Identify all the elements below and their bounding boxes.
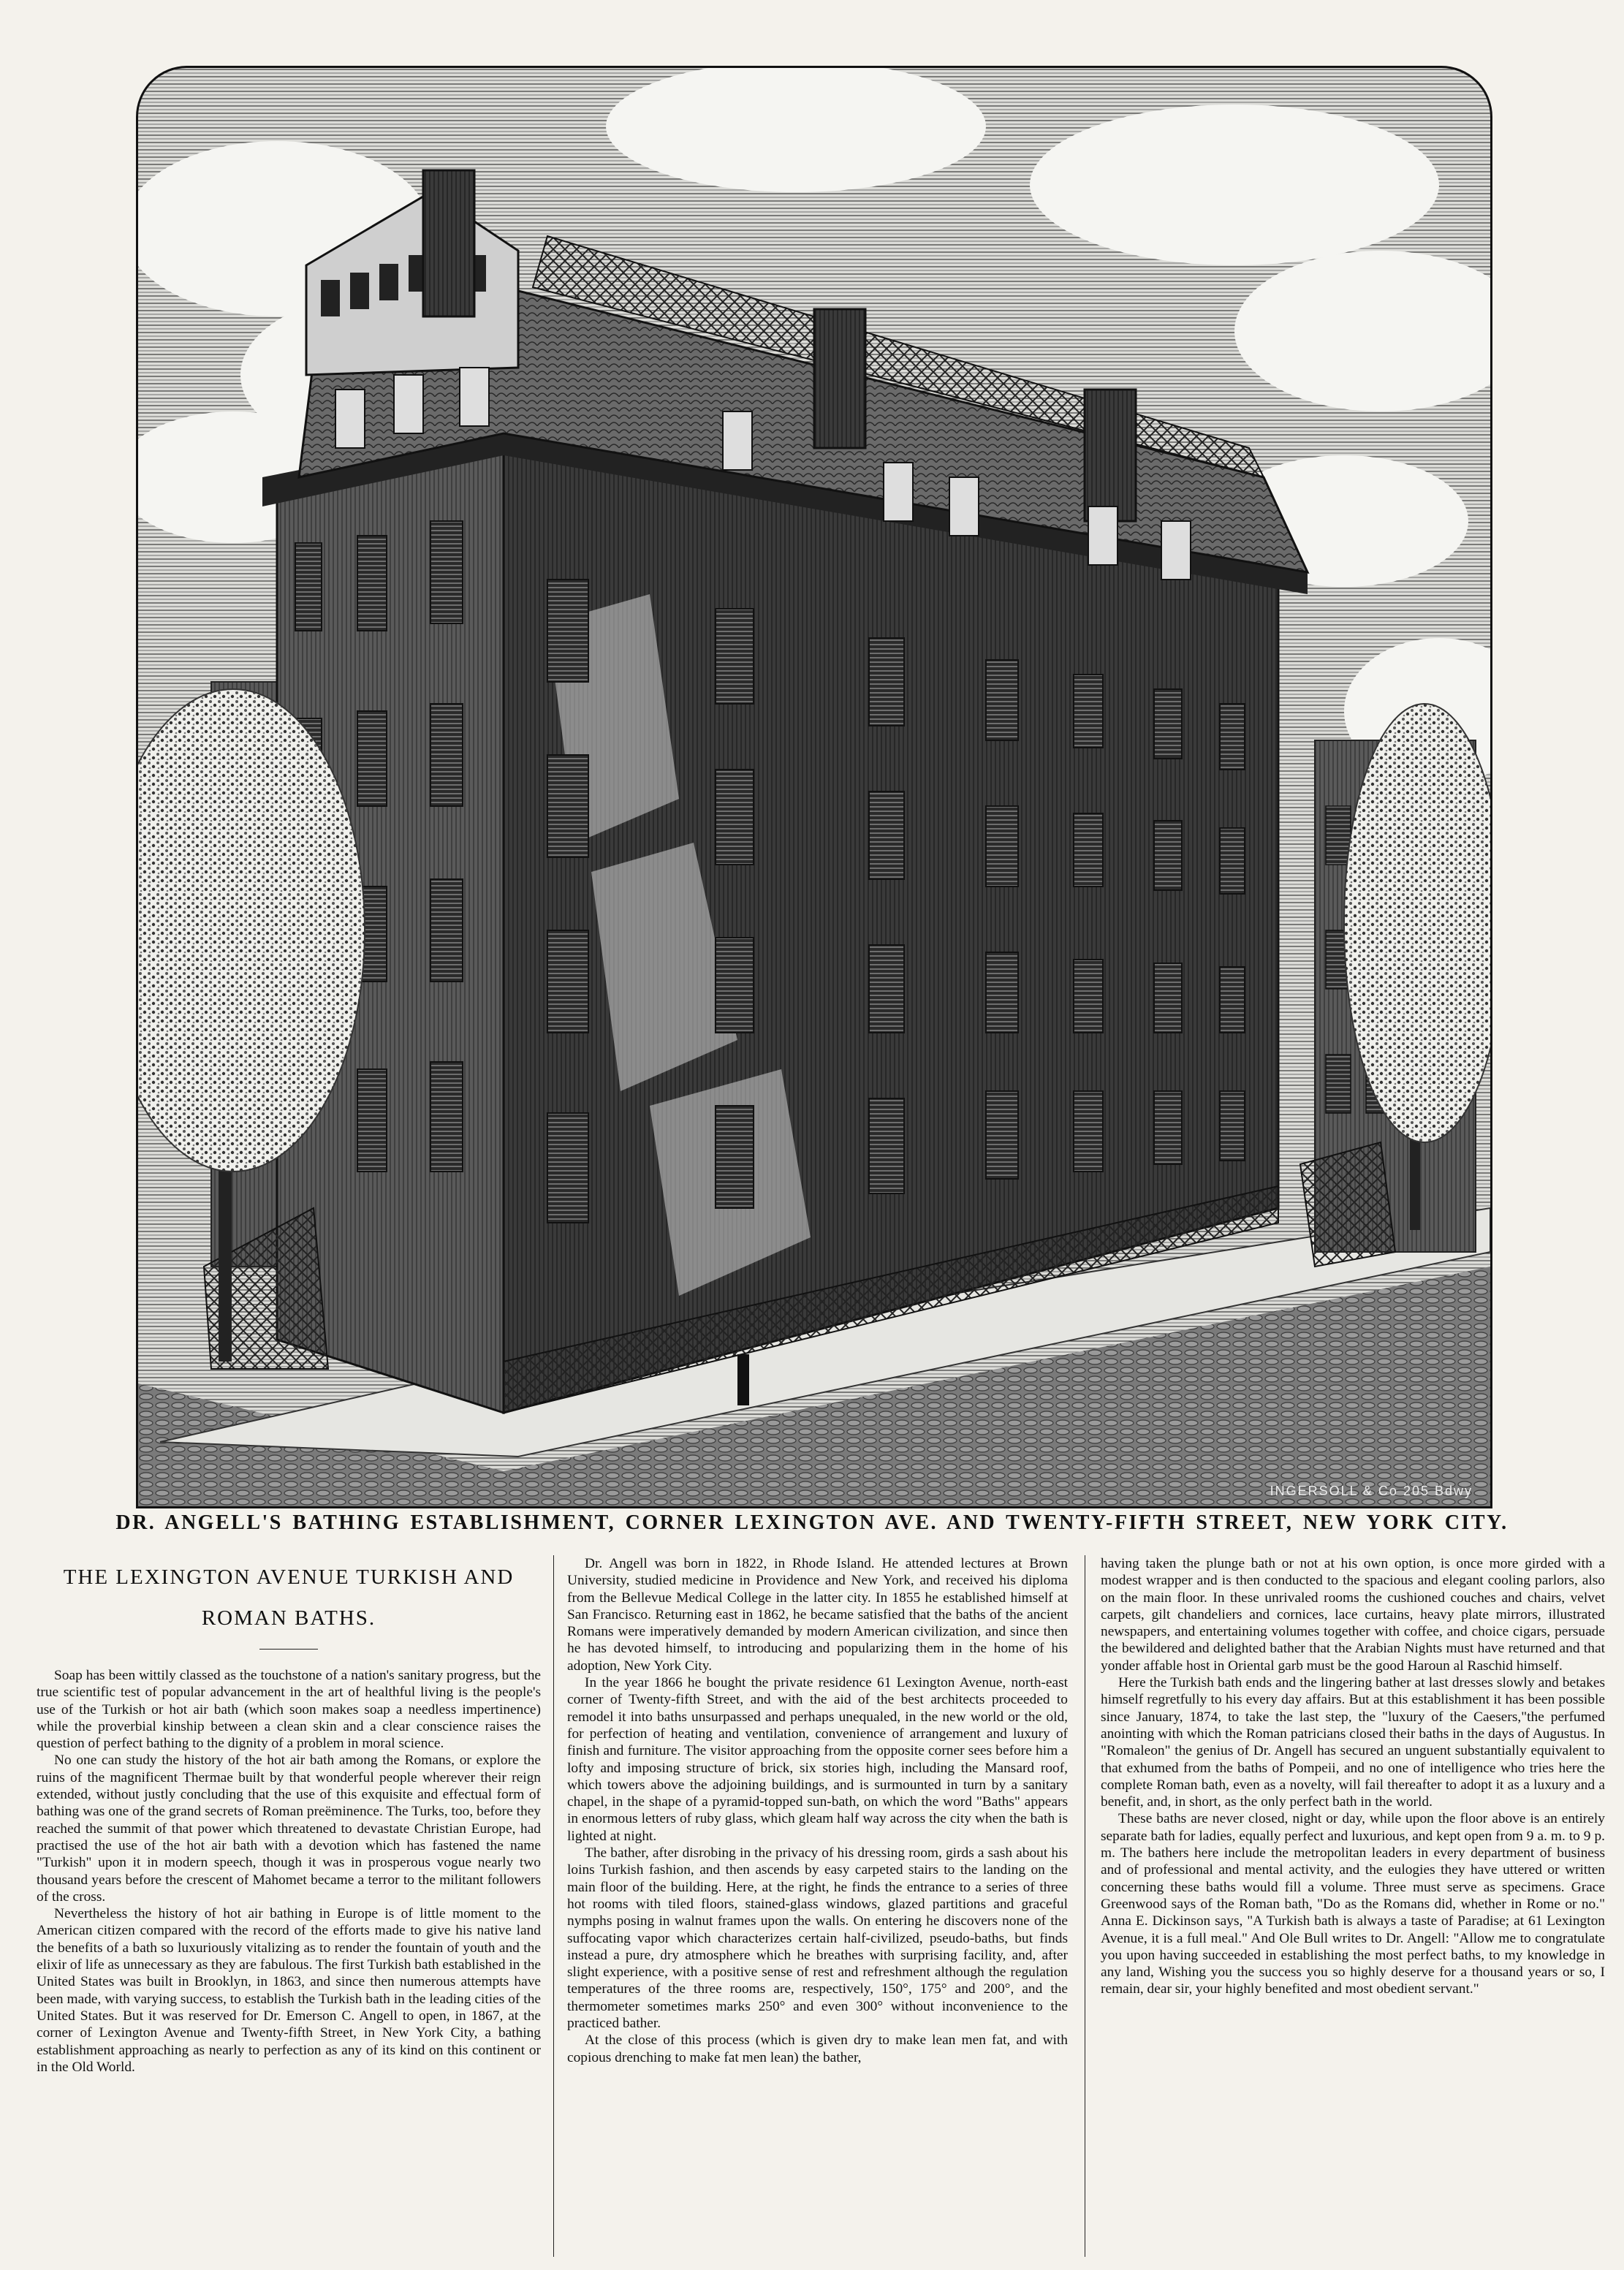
article-title-line-1: THE LEXINGTON AVENUE TURKISH AND [63, 1565, 515, 1589]
engraver-credit: INGERSOLL & Co 205 Bdwy [1270, 1484, 1473, 1498]
building-engraving [136, 66, 1492, 1508]
title-rule [259, 1649, 318, 1650]
article-column-2 [567, 1555, 1068, 2257]
engraving-illustration [138, 68, 1490, 1506]
article-column-1 [37, 1555, 541, 2257]
paragraph: No one can study the history of the hot air bath among the Romans, or explore the ruins of the magnificent Thermae built by that wonderful people wherever their reign extended, without justly concluding that the use of this exquisite and effectual form of bathing was one of the grand secrets of Roman preëminence. The Turks, too, before they reached the summit of that power which threatened to devastate Christian Europe, had practised the use of the hot air bath with a devotion which has fastened the name "Turkish" upon it in modern speech, though it was in prosperous vogue nearly two thousand years before the crescent of Mahomet became a terror to the militant followers of the cross. [37, 1753, 541, 1905]
paragraph: These baths are never closed, night or day, while upon the floor above is an entirely separate bath for ladies, equally perfect and luxurious, and kept open from 9 a. m. to 9 p. m. The bathers here include the metropolitan leaders in every department of business and of professional and mental activity, and the eulogies they have uttered or written concerning these baths would fill a volume. Three must serve as specimens. Grace Greenwood says of the Roman bath, "Do as the Romans did, whether in Rome or no." Anna E. Dickinson says, "A Turkish bath is always a taste of Paradise; at 61 Lexington Avenue, it is a full meal." And Ole Bull writes to Dr. Angell: "Allow me to congratulate you upon having succeeded in establishing the most perfect baths, to my knowledge in any land, Wishing you the success you so highly deserve for a thousand years or so, I remain, dear sir, your highly benefited and most obedient servant." [1101, 1811, 1605, 1997]
paragraph: In the year 1866 he bought the private residence 61 Lexington Avenue, north-east corner of Twenty-fifth Street, and with the aid of the best architects proceeded to remodel it into baths unsurpassed and perhaps unequaled, in the new world or the old, for perfection of heating and ventilation, convenience of arrangement and luxury of finish and furniture. The visitor approaching from the opposite corner sees before him a lofty and imposing structure of brick, six stories high, including the Mansard roof, which towers above the adjoining buildings, and is surmounted in turn by a sanitary chapel, in the shape of a pyramid-topped sun-bath, on which the word "Baths" appears in enormous letters of ruby glass, which gleam half way across the city when the bath is lighted at night. [567, 1675, 1068, 1844]
paragraph: The bather, after disrobing in the privacy of his dressing room, girds a sash about his loins Turkish fashion, and then ascends by easy carpeted stairs to the landing on the main floor of the building. Here, at the right, he finds the entrance to a series of three hot rooms with tiled floors, stained-glass windows, glazed partitions and graceful nymphs posing in walnut frames upon the walls. On entering he discovers none of the suffocating vapor which characterizes certain half-civilized, pseudo-baths, but finds instead a pure, dry atmosphere which he breathes with surprising facility, and, after slight experience, with a positive sense of rest and refreshment although the regulation temperatures of the three rooms are, respectively, 150°, 175° and 200°, and the thermometer sometimes marks 250° and even 300° without inconvenience to the practiced bather. [567, 1845, 1068, 2032]
article-column-3 [1101, 1555, 1605, 2257]
paragraph: Soap has been wittily classed as the touchstone of a nation's sanitary progress, but the true scientific test of popular advancement in the art of healthful living is the people's use of the Turkish or hot air bath (which soon makes soap a needless impertinence) while the proverbial kinship between a clean skin and a clear conscience raises the question of perfect bathing to the dignity of a problem in moral science. [37, 1668, 541, 1752]
paragraph: Nevertheless the history of hot air bathing in Europe is of little moment to the American citizen compared with the record of the efforts made to give his native land the benefits of a bath so luxuriously vitalizing as to render the fountain of youth and the elixir of life as unnecessary as they are fabulous. The first Turkish bath established in the United States was built in Brooklyn, in 1863, and since then numerous attempts have been made, with varying success, to establish the Turkish bath in the leading cities of the United States. But it was reserved for Dr. Emerson C. Angell to open, in 1867, at the corner of Lexington Avenue and Twenty-fifth Street, in New York City, a bathing establishment approaching as nearly to perfection as any of its kind on this continent or in the Old World. [37, 1906, 541, 2075]
paragraph: Dr. Angell was born in 1822, in Rhode Island. He attended lectures at Brown University, studied medicine in Providence and New York, and received his diploma from the Bellevue Medical College in the latter city. In 1855 he established himself at San Francisco. Returning east in 1862, he became satisfied that the baths of the ancient Romans were imperatively demanded by modern American civilization, and since then he has devoted himself, to introducing and popularizing them in the home of his adoption, New York City. [567, 1556, 1068, 1674]
paragraph: At the close of this process (which is given dry to make lean men fat, and with copious drenching to make fat men lean) the bather, [567, 2032, 1068, 2065]
street-post [737, 1354, 749, 1405]
paragraph: having taken the plunge bath or not at his own option, is once more girded with a modest wrapper and is then conducted to the spacious and elegant cooling parlors, also on the main floor. In these unrivaled rooms the cushioned couches and chairs, velvet carpets, gilt chandeliers and cornices, lace curtains, heavy plate mirrors, illustrated newspapers, and entertaining volumes together with coffee, and choice cigars, persuade the bewildered and delighted bather that the Arabian Nights must have returned and that yonder affable host in Oriental garb must be the good Haroun al Raschid himself. [1101, 1556, 1605, 1674]
illustration-caption: DR. ANGELL'S BATHING ESTABLISHMENT, CORNER LEXINGTON AVE. AND TWENTY-FIFTH STREET, NEW YORK CITY. [115, 1511, 1509, 1534]
column-rule [553, 1555, 554, 2257]
article-title-line-2: ROMAN BATHS. [201, 1606, 376, 1630]
entrance-stoop-right [1300, 1142, 1395, 1267]
paragraph: Here the Turkish bath ends and the lingering bather at last dresses slowly and betakes himself regretfully to his every day affairs. But at this establishment it has been possible since January, 1874, to take the last step, the "luxury of the Caesers,"the perfumed anointing with which the Roman patricians closed their baths in the days of Augustus. In "Romaleon" the genius of Dr. Angell has secured an unguent substantially equivalent to that exhumed from the baths of Pompeii, and no one of intelligence who tries here the complete Roman bath, even as a novelty, will fail thereafter to adopt it as a luxury and a benefit, and, in short, as the only perfect bath in the world. [1101, 1675, 1605, 1810]
article-title [37, 1557, 541, 1639]
